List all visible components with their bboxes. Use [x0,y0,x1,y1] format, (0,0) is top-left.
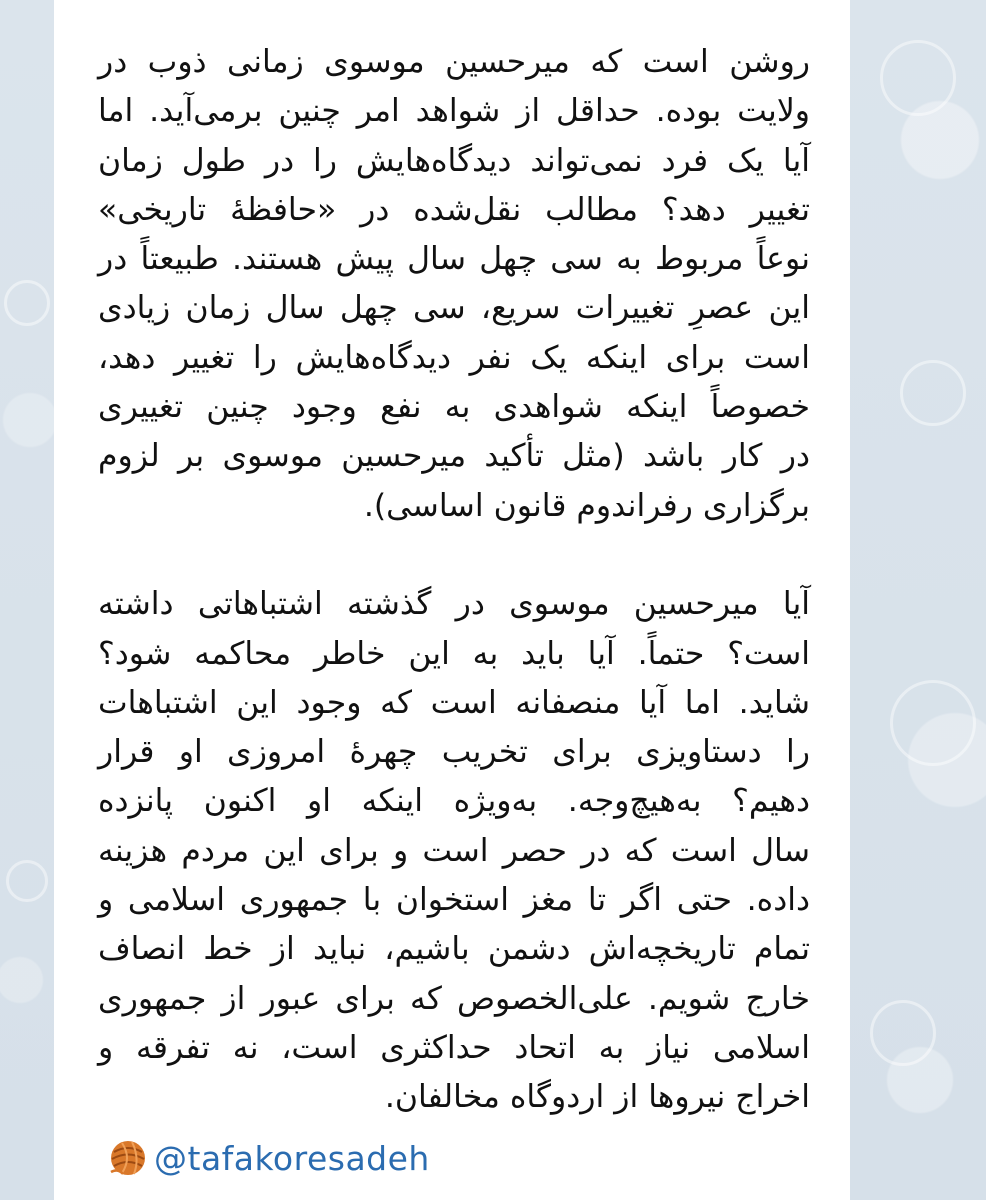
message-line: شاید. اما آیا منصفانه است که وجود این اشتباهات [98,684,810,721]
background-doodle [4,280,50,326]
message-line: اسلامی نیاز به اتحاد حداکثری است، نه تفرقه و [98,1029,810,1066]
message-line: خارج شویم. علی‌الخصوص که برای عبور از جمهوری [98,980,810,1017]
message-line: آیا میرحسین موسوی در گذشته اشتباهاتی داشته [98,586,810,623]
message-line: آیا یک فرد نمی‌تواند دیدگاه‌هایش را در طول زمان [98,142,810,179]
background-doodle [890,680,976,766]
message-line: را دستاویزی برای تخریب چهرهٔ امروزی او قرار [98,734,810,771]
message-line: روشن است که میرحسین موسوی زمانی ذوب در [98,44,810,80]
message-line: اخراج نیروها از اردوگاه مخالفان. [384,1079,810,1116]
message-line: ولایت بوده. حداقل از شواهد امر چنین برمی‌آید. اما [98,93,810,130]
message-bubble [54,0,850,1200]
message-line: تغییر دهد؟ مطالب نقل‌شده در «حافظهٔ تاریخی» [98,191,810,228]
message-line: برگزاری رفراندوم قانون اساسی). [363,487,810,524]
message-line: خصوصاً اینکه شواهدی به نفع وجود چنین تغییری [98,389,810,426]
channel-signature[interactable] [108,1138,430,1178]
message-line: این عصرِ تغییرات سریع، سی چهل سال زمان زیادی [98,290,810,327]
message-line: است؟ حتماً. آیا باید به این خاطر محاکمه شود؟ [98,635,810,672]
channel-handle-link[interactable]: @tafakoresadeh [154,1138,430,1178]
yarn-ball-icon [108,1138,148,1178]
background-doodle [880,40,956,116]
background-doodle [900,360,966,426]
background-doodle [870,1000,936,1066]
message-line: سال است که در حصر است و برای این مردم هزینه [98,832,810,869]
paragraph-gap [98,531,810,580]
message-line: دهیم؟ به‌هیچ‌وجه. به‌ویژه اینکه او اکنون پانزده [98,783,810,820]
message-line: داده. حتی اگر تا مغز استخوان با جمهوری اسلامی و [98,882,810,919]
message-line: نوعاً مربوط به سی چهل سال پیش هستند. طبیعتاً در [98,241,810,278]
message-line: تمام تاریخچه‌اش دشمن باشیم، نباید از خط انصاف [98,931,810,968]
message-text [98,38,810,1123]
message-line: در کار باشد (مثل تأکید میرحسین موسوی بر لزوم [98,438,810,475]
message-line: است برای اینکه یک نفر دیدگاه‌هایش را تغییر دهد، [98,339,810,376]
background-doodle [6,860,48,902]
